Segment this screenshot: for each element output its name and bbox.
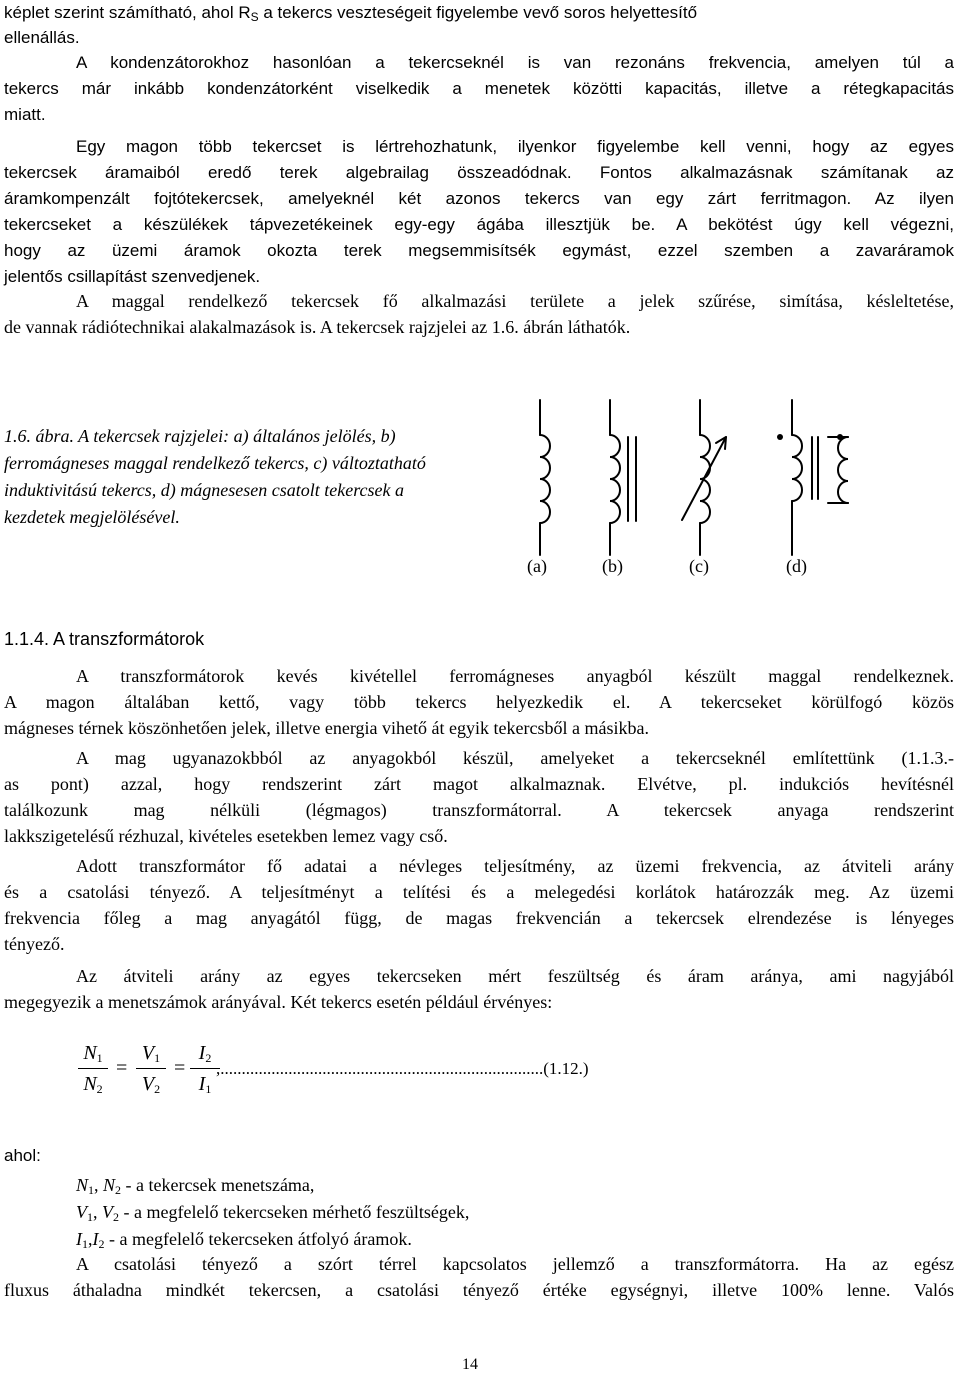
text-line [4, 160, 954, 186]
paragraph [4, 853, 954, 957]
text-line: tekercseket a készülékek tápvezetékeinek egy-egy ágába illesztjük be. A bekötést úgy kell végezni, [4, 215, 954, 234]
equals-sign: = [174, 1057, 186, 1079]
text-line: mágneses térnek köszönhetően jelek, illetve energia vihető át egyik tekercsből a másikba. [4, 718, 649, 738]
paragraph [4, 963, 954, 1015]
paragraph [4, 663, 954, 741]
text-span: Fontos alkalmazásnak számítanak az [571, 163, 954, 182]
figure-label-d: (d) [786, 556, 807, 576]
text-line: és a csatolási tényező. A teljesítményt a telítési és a melegedési korlátok határozzák meg. Az üzemi [4, 882, 954, 902]
text-span: tekercsek áramaiból eredő terek algebrailag összeadódnak. [4, 163, 572, 182]
text-line: ellenállás. [4, 28, 80, 47]
text-line: lakkszigetelésű rézhuzal, kivételes esetekben lemez vagy cső. [4, 826, 448, 846]
equation-1-12 [70, 1040, 950, 1110]
text-line: A magon általában kettő, vagy több tekercs helyezkedik el. A tekercseket körülfogó közös [4, 692, 954, 712]
figure-label-b: (b) [602, 556, 623, 576]
subscript: S [250, 10, 259, 24]
equation-number: ,............................................................................(1.12.) [216, 1059, 589, 1078]
paragraph [4, 745, 954, 849]
figure-label-a: (a) [527, 556, 547, 576]
fraction-i: $I_2$ $I_1$ [190, 1040, 220, 1097]
paragraph [4, 50, 954, 128]
text-line: tényező. [4, 934, 65, 954]
figure-label-c: (c) [689, 556, 709, 576]
section-heading: 1.1.4. A transzformátorok [4, 629, 205, 649]
ahol-label: ahol: [4, 1146, 41, 1165]
definition-v: $V_1$, $V_2$ - a megfelelő tekercseken mérhető feszültségek, [76, 1202, 470, 1224]
page-number: 14 [462, 1356, 478, 1373]
text-line: Az átviteli arány az egyes tekercseken mért feszültség és áram aránya, ami nagyjából [76, 966, 954, 986]
text-line: A transzformátorok kevés kivétellel ferromágneses anyagból készült maggal rendelkeznek. [76, 666, 954, 686]
text-line: A mag ugyanazokbból az anyagokból készül, amelyeket a tekercseknél említettünk (1.1.3.- [76, 748, 954, 768]
fraction-n: $N_1$ $N_2$ [78, 1040, 108, 1097]
equals-sign: = [116, 1057, 128, 1079]
inductor-core-icon [610, 400, 636, 555]
text-line: A maggal rendelkező tekercsek fő alkalmazási területe a jelek szűrése, simítása, késleltetése, [76, 291, 954, 311]
text-line: as pont) azzal, hogy rendszerint zárt magot alkalmaznak. Elvétve, pl. indukciós hevítésnél [4, 774, 954, 794]
inductor-general-icon [540, 400, 550, 555]
coupled-inductors-icon [792, 400, 848, 555]
text-line: de vannak rádiótechnikai alakalmazások is. A tekercsek rajzjelei az 1.6. ábrán láthatók. [4, 317, 631, 337]
paragraph [4, 134, 954, 290]
inductor-variable-icon [682, 400, 726, 555]
figure-caption: 1.6. ábra. A tekercsek rajzjelei: a) általános jelölés, b) ferromágneses maggal rendelkező tekercs, c) változtatható induktivitású tekercs, d) mágnesesen csatolt tekercsek a kezdetek megjelölésével. [4, 426, 426, 527]
paragraph [4, 1251, 954, 1303]
text-span: képlet szerint számítható, ahol R [4, 3, 251, 22]
definition-i: $I_1,I_2$ - a megfelelő tekercseken átfolyó áramok. [76, 1229, 412, 1251]
text-line [4, 2, 697, 28]
text-line: A kondenzátorokhoz hasonlóan a tekercseknél is van rezonáns frekvencia, amelyen túl a [76, 53, 954, 72]
definition-n: $N_1$, $N_2$ - a tekercsek menetszáma, [76, 1175, 315, 1197]
text-span: a tekercs veszteségeit figyelembe vevő soros helyettesítő [258, 3, 698, 22]
text-line: találkozunk mag nélküli (légmagos) transzformátorral. A tekercsek anyaga rendszerint [4, 800, 954, 820]
text-line: jelentős csillapítást szenvedjenek. [4, 267, 261, 286]
paragraph [4, 288, 954, 340]
text-line: Egy magon több tekercset is lértrehozhatunk, ilyenkor figyelembe kell venni, hogy az egyes [76, 137, 954, 156]
text-line: miatt. [4, 105, 46, 124]
text-line: Adott transzformátor fő adatai a névleges teljesítmény, az üzemi frekvencia, az átviteli arány [76, 856, 954, 876]
text-line: A csatolási tényező a szórt térrel kapcsolatos jellemző a transzformátorra. Ha az egész [76, 1254, 954, 1274]
text-line: megegyezik a menetszámok arányával. Két tekercs esetén például érvényes: [4, 992, 553, 1012]
fraction-v: $V_1$ $V_2$ [136, 1040, 166, 1097]
text-line: tekercs már inkább kondenzátorként viselkedik a menetek közötti kapacitás, illetve a rétegkapacitás [4, 79, 954, 98]
text-line: frekvencia főleg a mag anyagától függ, de magas frekvencián a tekercsek elrendezése is lényeges [4, 908, 954, 928]
text-line: fluxus áthaladna mindkét tekercsen, a csatolási tényező értéke egységnyi, illetve 100% lenne. Valós [4, 1280, 954, 1300]
text-line: hogy az üzemi áramok okozta terek megsemmisítsék egymást, ezzel szemben a zavaráramok [4, 241, 954, 260]
text-line: áramkompenzált fojtótekercsek, amelyeknél két azonos tekercs van egy zárt ferritmagon. Az ilyen [4, 189, 954, 208]
